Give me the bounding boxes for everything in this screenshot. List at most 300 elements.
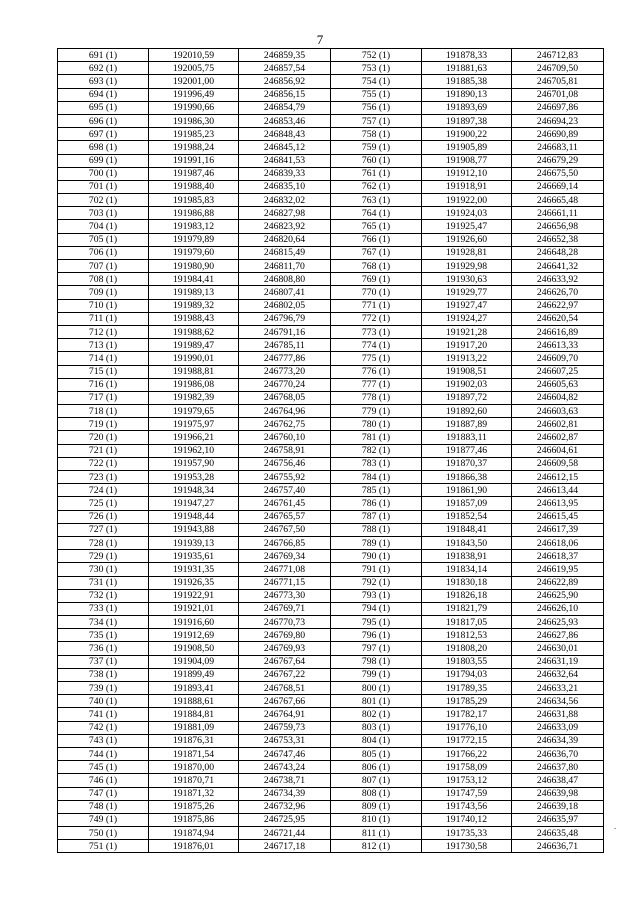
point-id-cell: 805 (1) [331, 747, 422, 760]
table-row [58, 471, 604, 484]
table-row [58, 550, 604, 563]
point-id-cell: 774 (1) [331, 339, 422, 352]
point-id-cell: 692 (1) [58, 62, 149, 75]
point-id-cell: 727 (1) [58, 523, 149, 536]
y-coordinate-cell: 246618,06 [512, 536, 604, 549]
y-coordinate-cell: 246848,43 [239, 128, 331, 141]
x-coordinate-cell: 191990,66 [149, 101, 239, 114]
point-id-cell: 764 (1) [331, 207, 422, 220]
y-coordinate-cell: 246636,70 [512, 747, 604, 760]
y-coordinate-cell: 246832,02 [239, 194, 331, 207]
x-coordinate-cell: 191990,01 [149, 352, 239, 365]
y-coordinate-cell: 246632,64 [512, 668, 604, 681]
x-coordinate-cell: 191948,34 [149, 484, 239, 497]
point-id-cell: 720 (1) [58, 431, 149, 444]
x-coordinate-cell: 191866,38 [422, 471, 512, 484]
x-coordinate-cell: 191921,01 [149, 602, 239, 615]
point-id-cell: 810 (1) [331, 813, 422, 826]
point-id-cell: 807 (1) [331, 774, 422, 787]
table-row [58, 405, 604, 418]
point-id-cell: 717 (1) [58, 391, 149, 404]
y-coordinate-cell: 246690,89 [512, 128, 604, 141]
x-coordinate-cell: 191794,03 [422, 668, 512, 681]
x-coordinate-cell: 191857,09 [422, 497, 512, 510]
point-id-cell: 756 (1) [331, 101, 422, 114]
scan-mark: . [614, 822, 616, 831]
x-coordinate-cell: 191939,13 [149, 536, 239, 549]
x-coordinate-cell: 191991,16 [149, 154, 239, 167]
x-coordinate-cell: 192010,59 [149, 49, 239, 62]
point-id-cell: 694 (1) [58, 88, 149, 101]
table-row [58, 787, 604, 800]
point-id-cell: 726 (1) [58, 510, 149, 523]
y-coordinate-cell: 246615,45 [512, 510, 604, 523]
point-id-cell: 702 (1) [58, 194, 149, 207]
x-coordinate-cell: 191929,77 [422, 286, 512, 299]
x-coordinate-cell: 191785,29 [422, 695, 512, 708]
table-row [58, 827, 604, 840]
x-coordinate-cell: 191989,47 [149, 339, 239, 352]
y-coordinate-cell: 246602,87 [512, 431, 604, 444]
point-id-cell: 713 (1) [58, 339, 149, 352]
point-id-cell: 708 (1) [58, 273, 149, 286]
y-coordinate-cell: 246755,92 [239, 471, 331, 484]
y-coordinate-cell: 246602,81 [512, 418, 604, 431]
x-coordinate-cell: 191996,49 [149, 88, 239, 101]
x-coordinate-cell: 191876,01 [149, 840, 239, 853]
y-coordinate-cell: 246859,35 [239, 49, 331, 62]
point-id-cell: 808 (1) [331, 787, 422, 800]
table-row [58, 194, 604, 207]
y-coordinate-cell: 246796,79 [239, 312, 331, 325]
point-id-cell: 771 (1) [331, 299, 422, 312]
y-coordinate-cell: 246709,50 [512, 62, 604, 75]
table-row [58, 444, 604, 457]
table-row [58, 602, 604, 615]
x-coordinate-cell: 191905,89 [422, 141, 512, 154]
y-coordinate-cell: 246791,16 [239, 325, 331, 338]
y-coordinate-cell: 246768,51 [239, 682, 331, 695]
point-id-cell: 732 (1) [58, 589, 149, 602]
point-id-cell: 784 (1) [331, 471, 422, 484]
table-row [58, 378, 604, 391]
point-id-cell: 770 (1) [331, 286, 422, 299]
x-coordinate-cell: 191870,37 [422, 457, 512, 470]
x-coordinate-cell: 191883,11 [422, 431, 512, 444]
y-coordinate-cell: 246712,83 [512, 49, 604, 62]
x-coordinate-cell: 191766,22 [422, 747, 512, 760]
x-coordinate-cell: 191926,60 [422, 233, 512, 246]
x-coordinate-cell: 191913,22 [422, 352, 512, 365]
x-coordinate-cell: 191988,40 [149, 180, 239, 193]
point-id-cell: 802 (1) [331, 708, 422, 721]
y-coordinate-cell: 246853,46 [239, 114, 331, 127]
point-id-cell: 775 (1) [331, 352, 422, 365]
point-id-cell: 792 (1) [331, 576, 422, 589]
point-id-cell: 723 (1) [58, 471, 149, 484]
y-coordinate-cell: 246639,98 [512, 787, 604, 800]
x-coordinate-cell: 191885,38 [422, 75, 512, 88]
x-coordinate-cell: 191985,83 [149, 194, 239, 207]
point-id-cell: 737 (1) [58, 655, 149, 668]
y-coordinate-cell: 246771,08 [239, 563, 331, 576]
point-id-cell: 698 (1) [58, 141, 149, 154]
point-id-cell: 812 (1) [331, 840, 422, 853]
point-id-cell: 772 (1) [331, 312, 422, 325]
x-coordinate-cell: 191929,98 [422, 260, 512, 273]
y-coordinate-cell: 246773,30 [239, 589, 331, 602]
point-id-cell: 743 (1) [58, 734, 149, 747]
point-id-cell: 724 (1) [58, 484, 149, 497]
x-coordinate-cell: 191947,27 [149, 497, 239, 510]
x-coordinate-cell: 191789,35 [422, 682, 512, 695]
x-coordinate-cell: 191986,88 [149, 207, 239, 220]
point-id-cell: 752 (1) [331, 49, 422, 62]
y-coordinate-cell: 246609,58 [512, 457, 604, 470]
y-coordinate-cell: 246679,29 [512, 154, 604, 167]
y-coordinate-cell: 246811,70 [239, 260, 331, 273]
y-coordinate-cell: 246854,79 [239, 101, 331, 114]
y-coordinate-cell: 246613,44 [512, 484, 604, 497]
x-coordinate-cell: 191908,51 [422, 365, 512, 378]
x-coordinate-cell: 191897,72 [422, 391, 512, 404]
point-id-cell: 714 (1) [58, 352, 149, 365]
point-id-cell: 761 (1) [331, 167, 422, 180]
y-coordinate-cell: 246757,40 [239, 484, 331, 497]
x-coordinate-cell: 191735,33 [422, 827, 512, 840]
x-coordinate-cell: 191921,28 [422, 325, 512, 338]
y-coordinate-cell: 246835,10 [239, 180, 331, 193]
y-coordinate-cell: 246635,48 [512, 827, 604, 840]
x-coordinate-cell: 191917,20 [422, 339, 512, 352]
point-id-cell: 779 (1) [331, 405, 422, 418]
y-coordinate-cell: 246759,73 [239, 721, 331, 734]
table-row [58, 207, 604, 220]
x-coordinate-cell: 191912,10 [422, 167, 512, 180]
x-coordinate-cell: 191979,60 [149, 246, 239, 259]
x-coordinate-cell: 191988,24 [149, 141, 239, 154]
y-coordinate-cell: 246753,31 [239, 734, 331, 747]
point-id-cell: 766 (1) [331, 233, 422, 246]
point-id-cell: 721 (1) [58, 444, 149, 457]
x-coordinate-cell: 191812,53 [422, 629, 512, 642]
point-id-cell: 795 (1) [331, 616, 422, 629]
point-id-cell: 754 (1) [331, 75, 422, 88]
y-coordinate-cell: 246785,11 [239, 339, 331, 352]
y-coordinate-cell: 246637,80 [512, 761, 604, 774]
y-coordinate-cell: 246701,08 [512, 88, 604, 101]
point-id-cell: 783 (1) [331, 457, 422, 470]
table-row [58, 273, 604, 286]
table-row [58, 154, 604, 167]
x-coordinate-cell: 191821,79 [422, 602, 512, 615]
table-row [58, 734, 604, 747]
point-id-cell: 773 (1) [331, 325, 422, 338]
x-coordinate-cell: 191843,50 [422, 536, 512, 549]
y-coordinate-cell: 246605,63 [512, 378, 604, 391]
x-coordinate-cell: 191966,21 [149, 431, 239, 444]
x-coordinate-cell: 191884,81 [149, 708, 239, 721]
y-coordinate-cell: 246717,18 [239, 840, 331, 853]
table-row [58, 114, 604, 127]
point-id-cell: 787 (1) [331, 510, 422, 523]
coordinates-table-body [58, 49, 604, 853]
point-id-cell: 788 (1) [331, 523, 422, 536]
point-id-cell: 768 (1) [331, 260, 422, 273]
point-id-cell: 796 (1) [331, 629, 422, 642]
table-row [58, 299, 604, 312]
point-id-cell: 734 (1) [58, 616, 149, 629]
point-id-cell: 725 (1) [58, 497, 149, 510]
x-coordinate-cell: 191924,27 [422, 312, 512, 325]
y-coordinate-cell: 246652,38 [512, 233, 604, 246]
table-row [58, 616, 604, 629]
x-coordinate-cell: 191893,69 [422, 101, 512, 114]
x-coordinate-cell: 191908,77 [422, 154, 512, 167]
y-coordinate-cell: 246613,33 [512, 339, 604, 352]
table-row [58, 352, 604, 365]
point-id-cell: 728 (1) [58, 536, 149, 549]
table-row [58, 88, 604, 101]
table-row [58, 325, 604, 338]
point-id-cell: 731 (1) [58, 576, 149, 589]
y-coordinate-cell: 246823,92 [239, 220, 331, 233]
y-coordinate-cell: 246634,39 [512, 734, 604, 747]
table-row [58, 655, 604, 668]
x-coordinate-cell: 191875,26 [149, 800, 239, 813]
point-id-cell: 746 (1) [58, 774, 149, 787]
x-coordinate-cell: 191838,91 [422, 550, 512, 563]
y-coordinate-cell: 246743,24 [239, 761, 331, 774]
y-coordinate-cell: 246765,57 [239, 510, 331, 523]
table-row [58, 536, 604, 549]
y-coordinate-cell: 246625,93 [512, 616, 604, 629]
table-row [58, 75, 604, 88]
point-id-cell: 745 (1) [58, 761, 149, 774]
x-coordinate-cell: 191988,43 [149, 312, 239, 325]
point-id-cell: 710 (1) [58, 299, 149, 312]
point-id-cell: 736 (1) [58, 642, 149, 655]
table-row [58, 286, 604, 299]
y-coordinate-cell: 246622,97 [512, 299, 604, 312]
y-coordinate-cell: 246694,23 [512, 114, 604, 127]
table-row [58, 813, 604, 826]
x-coordinate-cell: 191875,86 [149, 813, 239, 826]
x-coordinate-cell: 191979,65 [149, 405, 239, 418]
point-id-cell: 759 (1) [331, 141, 422, 154]
point-id-cell: 722 (1) [58, 457, 149, 470]
y-coordinate-cell: 246856,15 [239, 88, 331, 101]
x-coordinate-cell: 191986,08 [149, 378, 239, 391]
table-row [58, 682, 604, 695]
x-coordinate-cell: 191922,00 [422, 194, 512, 207]
point-id-cell: 789 (1) [331, 536, 422, 549]
y-coordinate-cell: 246766,85 [239, 536, 331, 549]
y-coordinate-cell: 246769,80 [239, 629, 331, 642]
y-coordinate-cell: 246725,95 [239, 813, 331, 826]
x-coordinate-cell: 191987,46 [149, 167, 239, 180]
table-row [58, 629, 604, 642]
x-coordinate-cell: 191826,18 [422, 589, 512, 602]
point-id-cell: 744 (1) [58, 747, 149, 760]
y-coordinate-cell: 246630,01 [512, 642, 604, 655]
y-coordinate-cell: 246639,18 [512, 800, 604, 813]
table-row [58, 721, 604, 734]
point-id-cell: 735 (1) [58, 629, 149, 642]
table-row [58, 101, 604, 114]
x-coordinate-cell: 192005,75 [149, 62, 239, 75]
y-coordinate-cell: 246648,28 [512, 246, 604, 259]
table-row [58, 418, 604, 431]
table-row [58, 668, 604, 681]
y-coordinate-cell: 246616,89 [512, 325, 604, 338]
point-id-cell: 751 (1) [58, 840, 149, 853]
x-coordinate-cell: 191881,09 [149, 721, 239, 734]
y-coordinate-cell: 246613,95 [512, 497, 604, 510]
y-coordinate-cell: 246721,44 [239, 827, 331, 840]
table-row [58, 589, 604, 602]
x-coordinate-cell: 191743,56 [422, 800, 512, 813]
table-row [58, 339, 604, 352]
x-coordinate-cell: 191852,54 [422, 510, 512, 523]
table-row [58, 141, 604, 154]
x-coordinate-cell: 191986,30 [149, 114, 239, 127]
point-id-cell: 741 (1) [58, 708, 149, 721]
table-row [58, 774, 604, 787]
point-id-cell: 739 (1) [58, 682, 149, 695]
y-coordinate-cell: 246767,22 [239, 668, 331, 681]
point-id-cell: 769 (1) [331, 273, 422, 286]
x-coordinate-cell: 191900,22 [422, 128, 512, 141]
x-coordinate-cell: 191904,09 [149, 655, 239, 668]
table-row [58, 233, 604, 246]
point-id-cell: 695 (1) [58, 101, 149, 114]
point-id-cell: 776 (1) [331, 365, 422, 378]
x-coordinate-cell: 191979,89 [149, 233, 239, 246]
x-coordinate-cell: 191740,12 [422, 813, 512, 826]
y-coordinate-cell: 246769,71 [239, 602, 331, 615]
x-coordinate-cell: 191834,14 [422, 563, 512, 576]
x-coordinate-cell: 191808,20 [422, 642, 512, 655]
point-id-cell: 742 (1) [58, 721, 149, 734]
x-coordinate-cell: 191988,81 [149, 365, 239, 378]
point-id-cell: 780 (1) [331, 418, 422, 431]
x-coordinate-cell: 191962,10 [149, 444, 239, 457]
y-coordinate-cell: 246857,54 [239, 62, 331, 75]
y-coordinate-cell: 246756,46 [239, 457, 331, 470]
x-coordinate-cell: 191747,59 [422, 787, 512, 800]
point-id-cell: 729 (1) [58, 550, 149, 563]
y-coordinate-cell: 246618,37 [512, 550, 604, 563]
table-row [58, 484, 604, 497]
point-id-cell: 730 (1) [58, 563, 149, 576]
x-coordinate-cell: 191758,09 [422, 761, 512, 774]
y-coordinate-cell: 246767,66 [239, 695, 331, 708]
point-id-cell: 793 (1) [331, 589, 422, 602]
table-row [58, 708, 604, 721]
y-coordinate-cell: 246705,81 [512, 75, 604, 88]
y-coordinate-cell: 246738,71 [239, 774, 331, 787]
y-coordinate-cell: 246641,32 [512, 260, 604, 273]
y-coordinate-cell: 246758,91 [239, 444, 331, 457]
y-coordinate-cell: 246633,92 [512, 273, 604, 286]
x-coordinate-cell: 191848,41 [422, 523, 512, 536]
table-row [58, 840, 604, 853]
table-row [58, 62, 604, 75]
x-coordinate-cell: 191874,94 [149, 827, 239, 840]
page-number: 7 [316, 32, 324, 47]
table-row [58, 391, 604, 404]
x-coordinate-cell: 191957,90 [149, 457, 239, 470]
point-id-cell: 798 (1) [331, 655, 422, 668]
x-coordinate-cell: 191830,18 [422, 576, 512, 589]
y-coordinate-cell: 246626,70 [512, 286, 604, 299]
y-coordinate-cell: 246770,73 [239, 616, 331, 629]
y-coordinate-cell: 246620,54 [512, 312, 604, 325]
y-coordinate-cell: 246764,91 [239, 708, 331, 721]
point-id-cell: 703 (1) [58, 207, 149, 220]
y-coordinate-cell: 246603,63 [512, 405, 604, 418]
point-id-cell: 790 (1) [331, 550, 422, 563]
point-id-cell: 715 (1) [58, 365, 149, 378]
y-coordinate-cell: 246622,89 [512, 576, 604, 589]
y-coordinate-cell: 246633,09 [512, 721, 604, 734]
y-coordinate-cell: 246802,05 [239, 299, 331, 312]
point-id-cell: 777 (1) [331, 378, 422, 391]
x-coordinate-cell: 191897,38 [422, 114, 512, 127]
y-coordinate-cell: 246612,15 [512, 471, 604, 484]
y-coordinate-cell: 246769,34 [239, 550, 331, 563]
y-coordinate-cell: 246636,71 [512, 840, 604, 853]
y-coordinate-cell: 246669,14 [512, 180, 604, 193]
y-coordinate-cell: 246617,39 [512, 523, 604, 536]
point-id-cell: 757 (1) [331, 114, 422, 127]
point-id-cell: 699 (1) [58, 154, 149, 167]
y-coordinate-cell: 246773,20 [239, 365, 331, 378]
point-id-cell: 753 (1) [331, 62, 422, 75]
point-id-cell: 740 (1) [58, 695, 149, 708]
table-row [58, 246, 604, 259]
x-coordinate-cell: 191893,41 [149, 682, 239, 695]
x-coordinate-cell: 191988,62 [149, 325, 239, 338]
y-coordinate-cell: 246807,41 [239, 286, 331, 299]
x-coordinate-cell: 191871,54 [149, 747, 239, 760]
point-id-cell: 781 (1) [331, 431, 422, 444]
point-id-cell: 700 (1) [58, 167, 149, 180]
y-coordinate-cell: 246841,53 [239, 154, 331, 167]
x-coordinate-cell: 191925,47 [422, 220, 512, 233]
y-coordinate-cell: 246631,88 [512, 708, 604, 721]
point-id-cell: 696 (1) [58, 114, 149, 127]
point-id-cell: 738 (1) [58, 668, 149, 681]
x-coordinate-cell: 191912,69 [149, 629, 239, 642]
x-coordinate-cell: 191888,61 [149, 695, 239, 708]
point-id-cell: 719 (1) [58, 418, 149, 431]
point-id-cell: 758 (1) [331, 128, 422, 141]
table-row [58, 497, 604, 510]
x-coordinate-cell: 191782,17 [422, 708, 512, 721]
point-id-cell: 806 (1) [331, 761, 422, 774]
y-coordinate-cell: 246764,96 [239, 405, 331, 418]
y-coordinate-cell: 246856,92 [239, 75, 331, 88]
table-row [58, 695, 604, 708]
table-row [58, 49, 604, 62]
point-id-cell: 778 (1) [331, 391, 422, 404]
y-coordinate-cell: 246665,48 [512, 194, 604, 207]
point-id-cell: 791 (1) [331, 563, 422, 576]
y-coordinate-cell: 246635,97 [512, 813, 604, 826]
x-coordinate-cell: 191953,28 [149, 471, 239, 484]
